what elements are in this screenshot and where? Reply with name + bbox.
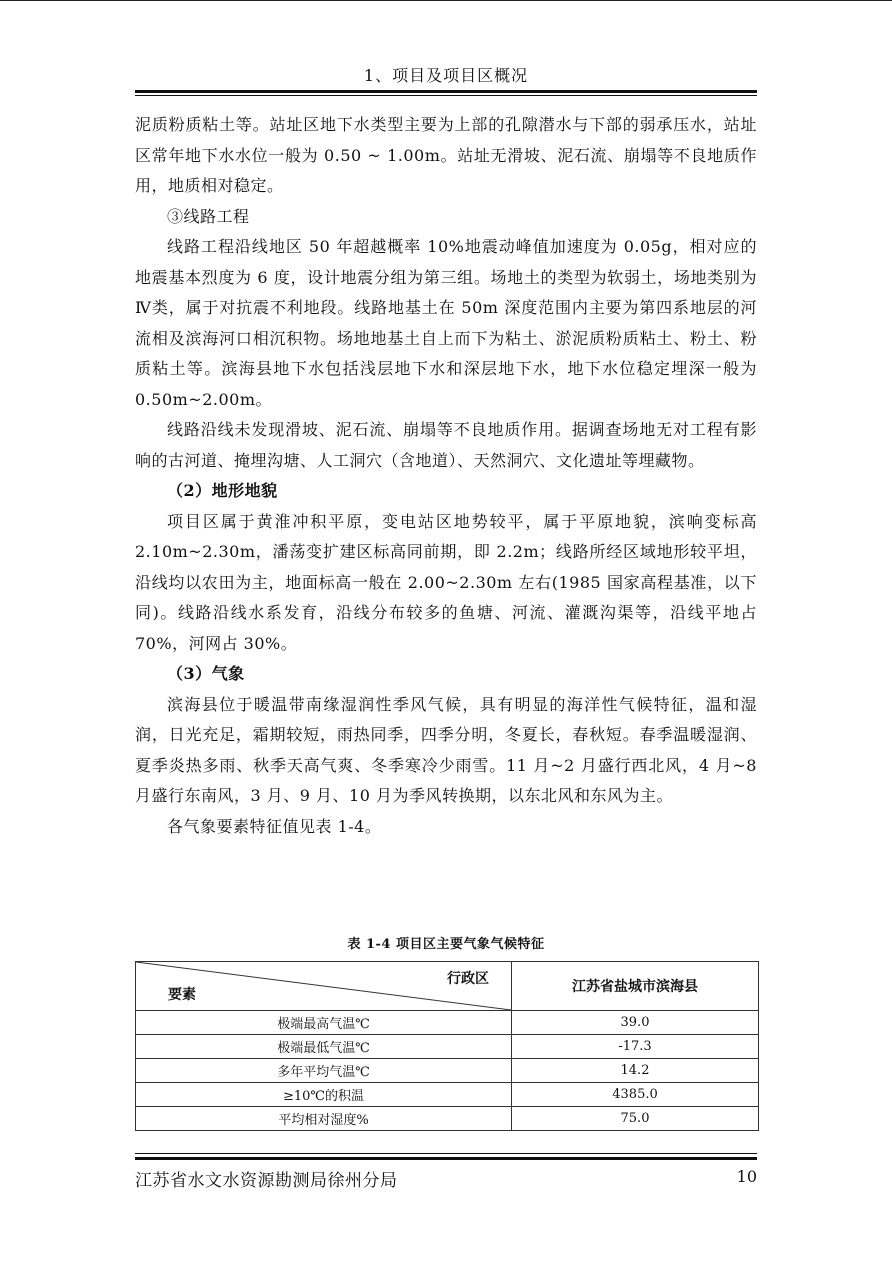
header-region-label: 行政区 (447, 971, 489, 987)
header-region-value: 江苏省盐城市滨海县 (512, 962, 759, 1011)
climate-table (135, 961, 759, 1131)
table-row-label: 多年平均气温℃ (136, 1059, 512, 1083)
footer-rule-thin (135, 1153, 757, 1154)
page-top-border (0, 0, 892, 1)
table-row-value: 75.0 (512, 1107, 759, 1131)
header-rule-thick (135, 90, 757, 93)
page-number: 10 (736, 1167, 757, 1186)
paragraph-table-ref: 各气象要素特征值见表 1-4。 (167, 816, 382, 836)
table-row-label: 极端最低气温℃ (136, 1035, 512, 1059)
section-heading-climate: （3）气象 (167, 664, 245, 683)
table-row-value: 4385.0 (512, 1083, 759, 1107)
table-row (136, 1107, 759, 1131)
paragraph-line-hazards: 线路沿线未发现滑坡、泥石流、崩塌等不良地质作用。据调查场地无对工程有影响的古河道、掩埋沟塘、人工洞穴（含地道）、天然洞穴、文化遗址等埋藏物。 (135, 420, 757, 470)
table-row-label: 平均相对湿度% (136, 1107, 512, 1131)
table-diagonal-header-cell (136, 962, 512, 1011)
table-row-value: 39.0 (512, 1011, 759, 1035)
footer-organization: 江苏省水文水资源勘测局徐州分局 (135, 1171, 398, 1191)
table-header-row (136, 962, 759, 1011)
subheading-line-engineering: ③线路工程 (167, 206, 250, 226)
body-content (135, 110, 757, 842)
table-caption: 表 1-4 项目区主要气象气候特征 (347, 937, 545, 952)
section-heading-terrain: （2）地形地貌 (167, 481, 278, 500)
footer-rule-thick (135, 1157, 757, 1160)
paragraph-terrain: 项目区属于黄淮冲积平原，变电站区地势较平，属于平原地貌，滨响变标高 2.10m~2.30m，潘荡变扩建区标高同前期，即 2.2m；线路所经区域地形较平坦，沿线均以农田为主，地面标高一般在 2.00~2.30m 左右(1985 国家高程基准，以下同)。线路沿线水系发育，沿线分布较多的鱼塘、河流、灌溉沟渠等，沿线平地占 70%，河网占 30%。 (135, 511, 757, 653)
table-row-value: -17.3 (512, 1035, 759, 1059)
paragraph-site-geology: 泥质粉质粘土等。站址区地下水类型主要为上部的孔隙潜水与下部的弱承压水，站址区常年地下水水位一般为 0.50 ~ 1.00m。站址无滑坡、泥石流、崩塌等不良地质作用，地质相对稳定。 (135, 115, 757, 195)
table-row-label: ≥10℃的积温 (136, 1083, 512, 1107)
paragraph-line-seismic: 线路工程沿线地区 50 年超越概率 10%地震动峰值加速度为 0.05g，相对应的地震基本烈度为 6 度，设计地震分组为第三组。场地土的类型为软弱土，场地类别为Ⅳ类，属于对抗震不利地段。线路地基土在 50m 深度范围内主要为第四系地层的河流相及滨海河口相沉积物。场地地基土自上而下为粘土、淤泥质粉质粘土、粉土、粉质粘土等。滨海县地下水包括浅层地下水和深层地下水，地下水位稳定埋深一般为 0.50m~2.00m。 (135, 237, 757, 409)
table-row (136, 1035, 759, 1059)
table-row (136, 1059, 759, 1083)
header-rule-thin (135, 95, 757, 96)
table-row-label: 极端最高气温℃ (136, 1011, 512, 1035)
table-row (136, 1011, 759, 1035)
table-row (136, 1083, 759, 1107)
running-header-title: 1、项目及项目区概况 (363, 66, 529, 85)
table-row-value: 14.2 (512, 1059, 759, 1083)
header-element-label: 要素 (168, 987, 196, 1003)
paragraph-climate: 滨海县位于暖温带南缘湿润性季风气候，具有明显的海洋性气候特征，温和湿润，日光充足，霜期较短，雨热同季，四季分明，冬夏长，春秋短。春季温暖湿润、夏季炎热多雨、秋季天高气爽、冬季寒冷少雨雪。11 月~2 月盛行西北风，4 月~8 月盛行东南风，3 月、9 月、10 月为季风转换期，以东北风和东风为主。 (135, 694, 757, 805)
